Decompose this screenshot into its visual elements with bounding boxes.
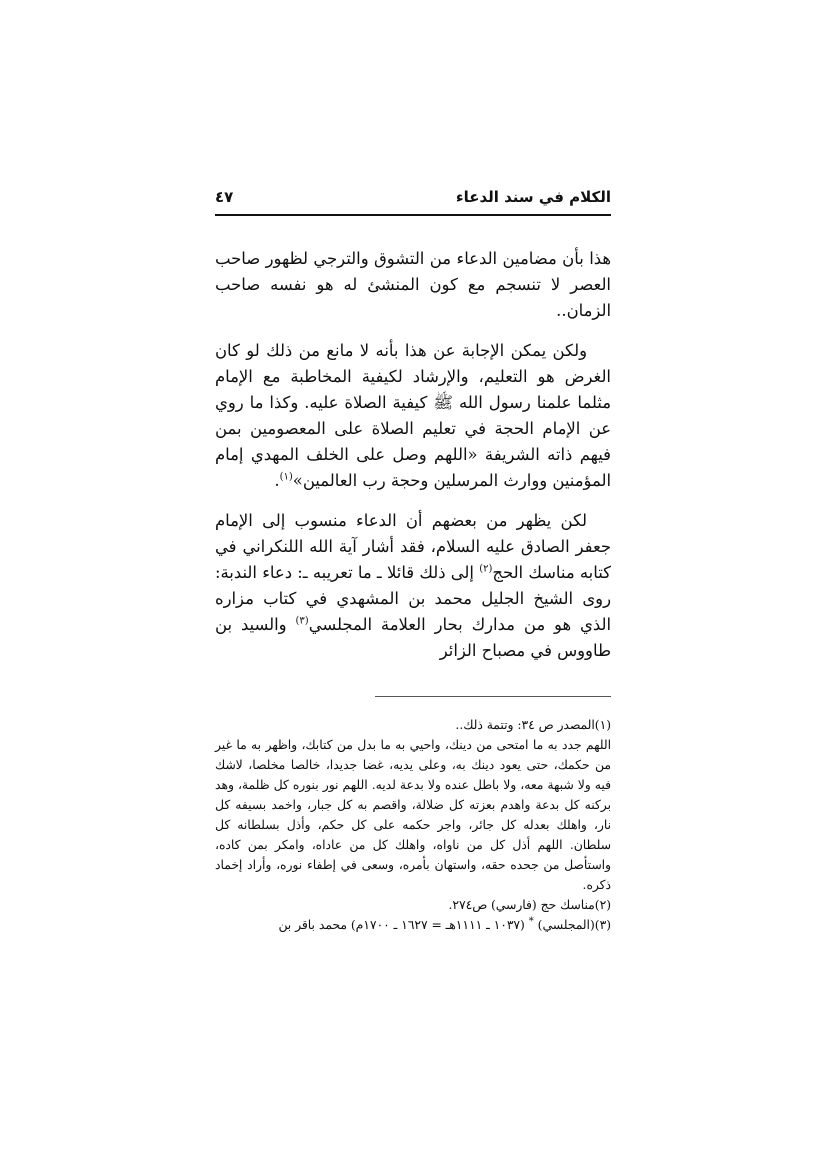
book-page bbox=[215, 180, 611, 935]
paragraph-3 bbox=[215, 508, 611, 664]
footnote-ref-3: (٣) bbox=[295, 615, 309, 627]
footnote-3-star: * bbox=[528, 915, 534, 927]
page-number: ٤٧ bbox=[215, 188, 234, 206]
footnote-ref-1: (١) bbox=[279, 471, 293, 483]
footnote-1-body: اللهم جدد به ما امتحى من دينك، واحيي به ما بدل من كتابك، واظهر به ما غير من حكمك، حتى يعود دينك به، وعلى يديه، غضا جديدا، خالصا مخلصا، لاشك فيه ولا شبهة معه، ولا باطل عنده ولا بدعة لديه. اللهم نور بنوره كل ظلمة، وهد بركنه كل بدعة واهدم بعزته كل ضلالة، واقصم به كل جبار، واخمد بسيفه كل نار، واهلك بعدله كل جائر، واجر حكمه على كل حكم، وأذل بسلطانه كل سلطان. اللهم أذل كل من ناواه، واهلك كل من عاداه، وامكر بمن كاده، واستأصل من جحده حقه، واستهان بأمره، وسعى في إطفاء نوره، وأراد إخماد ذكره. bbox=[215, 738, 611, 892]
running-header bbox=[215, 180, 611, 216]
footnote-3 bbox=[215, 915, 611, 935]
footnote-ref-2: (٢) bbox=[479, 563, 493, 575]
footnotes bbox=[215, 715, 611, 935]
paragraph-2-text: ولكن يمكن الإجابة عن هذا بأنه لا مانع من ذلك لو كان الغرض هو التعليم، والإرشاد لكيفية المخاطبة مع الإمام مثلما علمنا رسول الله ﷺ كيفية الصلاة عليه. وكذا ما روي عن الإمام الحجة في تعليم الصلاة على المعصومين بمن فيهم ذاته الشريفة «اللهم وصل على الخلف المهدي إمام المؤمنين ووارث المرسلين وحجة رب العالمين» bbox=[215, 341, 611, 490]
header-title: الكلام في سند الدعاء bbox=[455, 188, 611, 206]
paragraph-3-text-a: لكن يظهر من بعضهم أن الدعاء منسوب إلى الإمام جعفر الصادق عليه السلام، فقد أشار آية الله اللنكراني في كتابه مناسك الحج bbox=[215, 511, 611, 582]
paragraph-2-end: . bbox=[274, 471, 280, 490]
footnote-2: (٢)مناسك حج (فارسي) ص٢٧٤. bbox=[448, 898, 611, 912]
footnote-1-head: (١)المصدر ص ٣٤: وتتمة ذلك.. bbox=[455, 718, 611, 732]
paragraph-3-text-b: إلى ذلك قائلا ـ ما تعريبه ـ: دعاء الندبة: روى الشيخ الجليل محمد بن المشهدي في كتاب مزاره الذي هو من مدارك بحار العلامة المجلسي bbox=[215, 563, 612, 634]
footnote-3-text: (١٠٣٧ ـ ١١١١هـ = ١٦٢٧ ـ ١٧٠٠م) محمد باقر بن bbox=[278, 918, 529, 932]
body-text bbox=[215, 246, 611, 664]
paragraph-1: هذا بأن مضامين الدعاء من التشوق والترجي لظهور صاحب العصر لا تنسجم مع كون المنشئ له هو نفسه صاحب الزمان.. bbox=[215, 249, 611, 320]
footnote-divider bbox=[375, 696, 611, 697]
paragraph-3-text-c: والسيد بن طاووس في مصباح الزائر bbox=[215, 615, 611, 660]
paragraph-2 bbox=[215, 338, 611, 494]
footnote-3-label: (٣)(المجلسي) bbox=[537, 918, 611, 932]
